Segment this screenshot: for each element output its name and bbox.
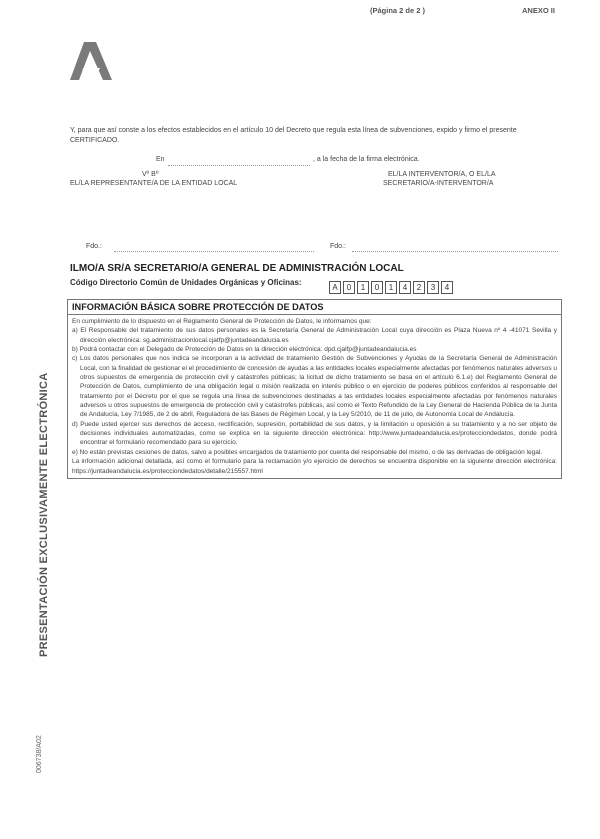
data-protection-box [67,299,562,479]
place-field[interactable] [168,157,310,166]
junta-logo [70,42,112,80]
certificate-intro: Y, para que así conste a los efectos establecidos en el artículo 10 del Decreto que regula esta línea de subvenciones, expido y firmo el presente CERTIFICADO. [70,127,517,144]
place-suffix: , a la fecha de la firma electrónica. [313,156,420,163]
office-code [329,277,455,295]
code-char: 3 [427,281,439,294]
annex-label: ANEXO II [522,6,555,15]
data-protection-body [68,315,561,478]
code-char: 1 [385,281,397,294]
place-prefix: En [156,156,165,163]
protection-item-b: b) Podrá contactar con el Delegado de Protección de Datos en la dirección electrónica: dpd.cjalfp@juntadeandalucia.es [72,346,417,354]
protection-item-d: d) Puede usted ejercer sus derechos de acceso, rectificación, supresión, portabilidad de sus datos, y la limitación u oposición a su tratamiento y a no ser objeto de decisiones individuales automatizadas, como se explica en la siguiente dirección electrónica: http://www.juntadeandalucia.es/protecciondedatos, donde podrá encontrar el formulario recomendado para su ejercicio. [72,420,557,447]
addressee-title: ILMO/A SR/A SECRETARIO/A GENERAL DE ADMINISTRACIÓN LOCAL [70,263,404,274]
protection-item-c: c) Los datos personales que nos indica se incorporan a la actividad de tratamiento Gestión de Subvenciones y Ayudas de la Secretaría General de Administración Local, con la finalidad de gestionar el el procedimiento de concesión de ayudas a las entidades locales especialmente afectadas por fenómenos naturales adversos u otros supuestos de emergencia de protección civil y catástrofes públicas; la licitud de dicho tratamiento se basa en el artículo 6.1.e) del Reglamento General de Protección de Datos, cumplimiento de una obligación legal o misión realizada en interés público o en ejercicio de poderes públicos conferidos al responsable del tratamiento por el Decreto por el que se regula una línea de subvenciones destinadas a las entidades locales especialmente afectadas por fenómenos naturales adversos u otros supuestos de emergencia de protección civil y catástrofes públicas, así como el Texto Refundido de la Ley General de Hacienda Pública de la Junta de Andalucía, Ley 7/1985, de 2 de abril, Reguladora de las Bases de Régimen Local, y la Ley 5/2010, de 11 de julio, de Autonomía Local de Andalucía. [72,355,557,419]
logo-icon [70,42,112,80]
form-code: 006738/A02 [36,735,43,773]
interventor-role-1: EL/LA INTERVENTOR/A, O EL/LA [388,171,496,178]
interventor-role-2: SECRETARIO/A-INTERVENTOR/A [383,180,494,187]
code-label: Código Directorio Común de Unidades Orgánicas y Oficinas: [70,278,302,287]
fdo-right-field[interactable] [352,243,558,252]
page-indicator: (Página 2 de 2 ) [370,6,426,15]
fdo-right-label: Fdo.: [330,243,346,250]
protection-footer: La información adicional detallada, así como el formulario para la reclamación y/o ejercicio de derechos se encuentra disponible en la siguiente dirección electrónica: https://juntadeandalucia.es/protecciondedatos/detalle/215557.html [72,458,557,475]
protection-item-a: a) El Responsable del tratamiento de sus datos personales es la Secretaría General de Administración Local cuya dirección es Plaza Nueva nº 4 -41071 Sevilla y dirección electrónica: sg.administracionlocal.cjatfp@juntadeandalucia.es [72,327,557,344]
electronic-only-notice: PRESENTACIÓN EXCLUSIVAMENTE ELECTRÓNICA [38,372,50,657]
code-char: 0 [371,281,383,294]
code-char: 4 [399,281,411,294]
fdo-left-field[interactable] [114,243,314,252]
code-char: A [329,281,341,294]
data-protection-title: INFORMACIÓN BÁSICA SOBRE PROTECCIÓN DE DATOS [68,300,561,315]
code-char: 2 [413,281,425,294]
fdo-left-label: Fdo.: [86,243,102,250]
protection-item-e: e) No están previstas cesiones de datos, salvo a posibles encargados de tratamiento por cuenta del responsable del mismo, o de las derivadas de obligación legal. [72,448,543,456]
vb-label: Vº Bº [142,171,159,178]
code-char: 4 [441,281,453,294]
protection-intro: En cumplimiento de lo dispuesto en el Reglamento General de Protección de Datos, le informamos que: [72,318,372,325]
code-char: 1 [357,281,369,294]
code-char: 0 [343,281,355,294]
representative-role: EL/LA REPRESENTANTE/A DE LA ENTIDAD LOCAL [70,180,238,187]
